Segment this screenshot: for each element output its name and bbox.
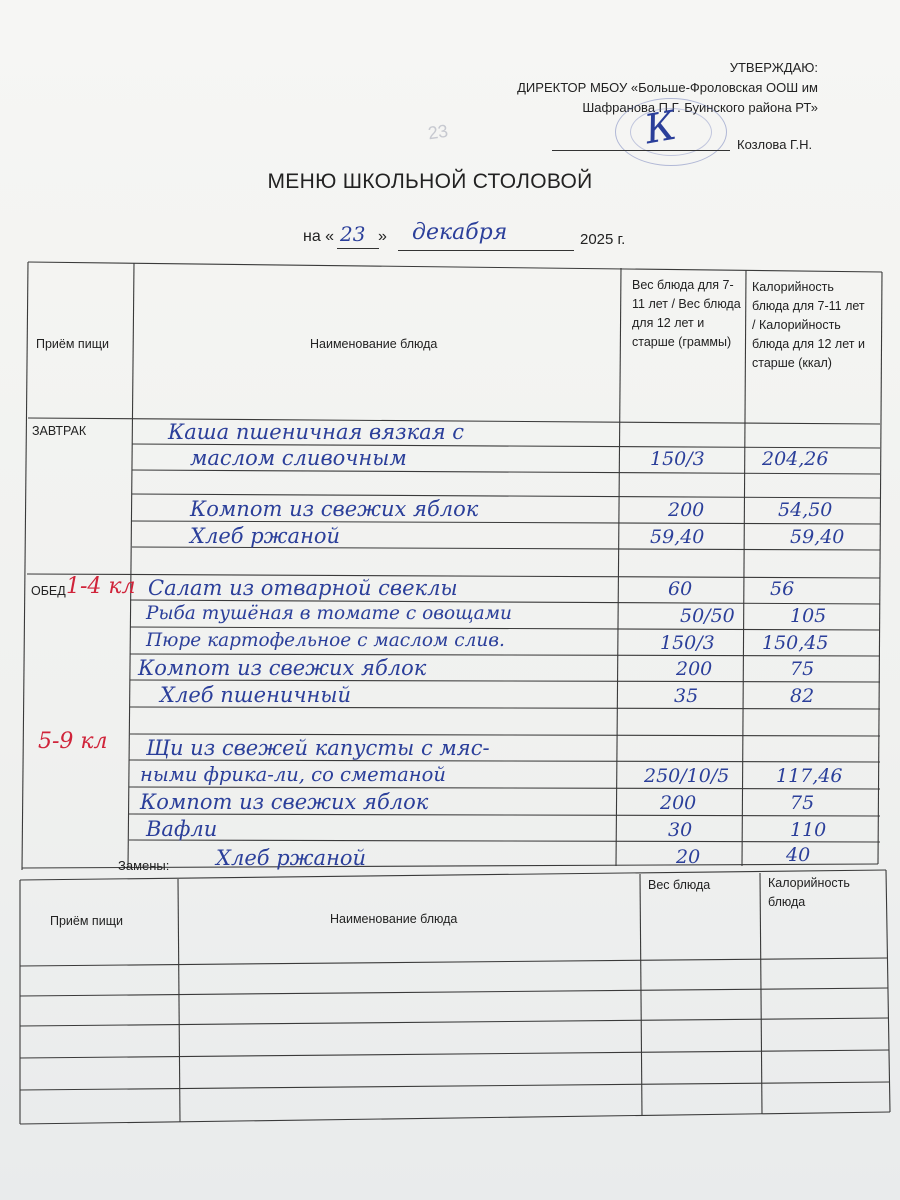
dish-cell: Вафли: [146, 817, 218, 841]
calories-cell: 110: [790, 819, 827, 841]
calories-cell: 105: [790, 605, 827, 627]
calories-cell: 59,40: [790, 526, 845, 548]
page-title: МЕНЮ ШКОЛЬНОЙ СТОЛОВОЙ: [267, 170, 593, 193]
date-year: 2025 г.: [580, 231, 626, 248]
dish-cell: Рыба тушёная в томате с овощами: [146, 603, 512, 624]
header-meal: Приём пищи: [36, 337, 109, 351]
header-dish: Наименование блюда: [310, 337, 438, 351]
date-prefix: на «: [303, 228, 335, 245]
weight-cell: 35: [674, 685, 699, 707]
date-month: декабря: [412, 220, 508, 245]
dish-cell: ными фрика-ли, со сметаной: [140, 763, 446, 786]
calories-cell: 150,45: [762, 632, 829, 654]
repl-header-calories: Калорийность блюда: [768, 876, 850, 909]
replacements-label: Замены:: [118, 858, 170, 873]
repl-header-meal: Приём пищи: [50, 914, 123, 928]
weight-cell: 200: [676, 658, 713, 680]
calories-cell: 54,50: [778, 499, 833, 521]
date-quote: »: [378, 228, 387, 245]
repl-header-weight: Вес блюда: [648, 878, 711, 892]
approve-line: Шафранова П.Г. Буинского района РТ»: [582, 100, 818, 115]
calories-cell: 56: [770, 578, 795, 600]
weight-cell: 200: [660, 792, 697, 814]
calories-cell: 75: [790, 658, 815, 680]
weight-cell: 250/10/5: [644, 765, 730, 787]
dish-cell: Хлеб ржаной: [216, 846, 367, 870]
weight-cell: 150/3: [650, 448, 705, 470]
calories-cell: 204,26: [762, 448, 829, 470]
dish-cell: маслом сливочным: [190, 446, 407, 470]
header-calories: Калорийность блюда для 7-11 лет / Калорийность блюда для 12 лет и старше (ккал): [752, 280, 865, 370]
faint-number: 23: [426, 120, 450, 144]
dish-cell: Пюре картофельное с маслом слив.: [146, 630, 505, 651]
signer-name: Козлова Г.Н.: [737, 137, 813, 152]
approve-line: УТВЕРЖДАЮ:: [729, 60, 818, 75]
calories-cell: 82: [790, 685, 815, 707]
weight-cell: 30: [668, 819, 693, 841]
signature: К: [641, 102, 680, 154]
weight-cell: 60: [668, 578, 693, 600]
calories-cell: 75: [790, 792, 815, 814]
calories-cell: 117,46: [776, 765, 843, 787]
dish-cell: Хлеб ржаной: [190, 524, 341, 548]
grade-mark: 5-9 кл: [38, 729, 108, 754]
dish-cell: Каша пшеничная вязкая с: [168, 420, 465, 444]
date-day: 23: [340, 222, 366, 246]
meal-breakfast-label: ЗАВТРАК: [32, 424, 87, 438]
header-weight: Вес блюда для 7-11 лет / Вес блюда для 12 лет и старше (граммы): [632, 278, 741, 349]
approve-line: ДИРЕКТОР МБОУ «Больше-Фроловская ООШ им: [517, 80, 818, 95]
dish-cell: Компот из свежих яблок: [140, 790, 429, 814]
dish-cell: Салат из отварной свеклы: [148, 576, 458, 600]
dish-cell: Компот из свежих яблок: [190, 497, 479, 521]
weight-cell: 50/50: [680, 605, 735, 627]
meal-lunch-label: ОБЕД: [31, 584, 66, 598]
calories-cell: 40: [786, 844, 811, 866]
weight-cell: 200: [668, 499, 705, 521]
weight-cell: 20: [676, 846, 701, 868]
dish-cell: Щи из свежей капусты с мяс-: [146, 736, 490, 760]
weight-cell: 150/3: [660, 632, 715, 654]
weight-cell: 59,40: [650, 526, 705, 548]
dish-cell: Хлеб пшеничный: [160, 683, 351, 707]
grade-mark: 1-4 кл: [66, 574, 136, 599]
repl-header-dish: Наименование блюда: [330, 912, 458, 926]
dish-cell: Компот из свежих яблок: [138, 656, 427, 680]
